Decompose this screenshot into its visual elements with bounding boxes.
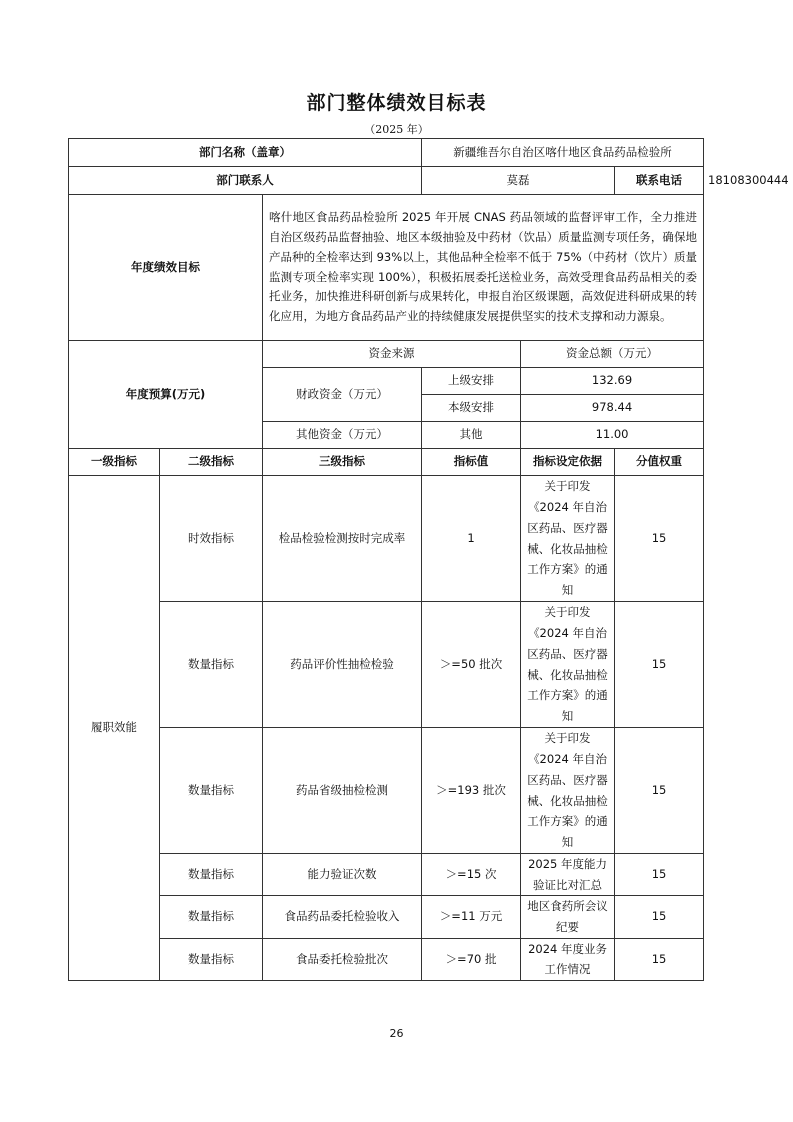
contact-label: 部门联系人	[69, 167, 422, 195]
header-level1: 一级指标	[69, 449, 160, 476]
upper-label: 上级安排	[422, 368, 521, 395]
level1-name: 履职效能	[69, 476, 160, 981]
row-value: ＞=70 批	[422, 938, 521, 980]
budget-source-header: 资金来源	[263, 341, 521, 368]
row-weight: 15	[615, 938, 704, 980]
row-level2: 数量指标	[160, 854, 263, 896]
row-level3: 药品评价性抽检检验	[263, 602, 422, 728]
row-weight: 15	[615, 728, 704, 854]
row-level3: 食品委托检验批次	[263, 938, 422, 980]
row-value: ＞=11 万元	[422, 896, 521, 938]
table-row	[69, 728, 704, 854]
budget-total-header: 资金总额（万元）	[521, 341, 704, 368]
header-basis: 指标设定依据	[521, 449, 615, 476]
dept-name-label: 部门名称（盖章）	[69, 139, 422, 167]
row-weight: 15	[615, 854, 704, 896]
fiscal-label: 财政资金（万元）	[263, 368, 422, 422]
row-basis: 关于印发《2024 年自治区药品、医疗器械、化妆品抽检工作方案》的通知	[521, 602, 615, 728]
row-weight: 15	[615, 896, 704, 938]
row-level3: 药品省级抽检检测	[263, 728, 422, 854]
row-basis: 地区食药所会议纪要	[521, 896, 615, 938]
row-level2: 数量指标	[160, 728, 263, 854]
header-value: 指标值	[422, 449, 521, 476]
local-label: 本级安排	[422, 395, 521, 422]
header-level2: 二级指标	[160, 449, 263, 476]
row-level3: 检品检验检测按时完成率	[263, 476, 422, 602]
indicator-header-row	[69, 449, 704, 476]
goal-text: 喀什地区食品药品检验所 2025 年开展 CNAS 药品领域的监督评审工作，全力推进自治区级药品监督抽验、地区本级抽验及中药材（饮品）质量监测专项任务，确保地产品种的全检率达到 93%以上，其他品种全检率不低于 75%（中药材（饮片）质量监测专项全检率实现 100%），积极拓展委托送检业务，高效受理食品药品相关的委托业务，加快推进科研创新与成果转化，申报自治区级课题，高效促进科研成果的转化应用，为地方食品药品产业的持续健康发展提供坚实的技术支撑和动力源泉。	[263, 195, 704, 341]
row-level3: 能力验证次数	[263, 854, 422, 896]
dept-name-row	[69, 139, 704, 167]
header-level3: 三级指标	[263, 449, 422, 476]
page-number: 26	[389, 1027, 404, 1040]
table-row	[69, 602, 704, 728]
row-level2: 数量指标	[160, 938, 263, 980]
row-level2: 时效指标	[160, 476, 263, 602]
table-row	[69, 476, 704, 602]
row-weight: 15	[615, 602, 704, 728]
header-weight: 分值权重	[615, 449, 704, 476]
contact-value: 莫磊	[422, 167, 615, 195]
other-sub-label: 其他	[422, 422, 521, 449]
row-weight: 15	[615, 476, 704, 602]
year-label: （2025 年）	[364, 123, 429, 136]
goal-label: 年度绩效目标	[69, 195, 263, 341]
row-value: ＞=50 批次	[422, 602, 521, 728]
table-row	[69, 854, 704, 896]
dept-name-value: 新疆维吾尔自治区喀什地区食品药品检验所	[422, 139, 704, 167]
budget-label: 年度预算(万元)	[69, 341, 263, 449]
row-basis: 2024 年度业务工作情况	[521, 938, 615, 980]
goal-row	[69, 195, 704, 341]
local-value: 978.44	[521, 395, 704, 422]
upper-value: 132.69	[521, 368, 704, 395]
row-value: ＞=15 次	[422, 854, 521, 896]
row-value: 1	[422, 476, 521, 602]
other-label: 其他资金（万元）	[263, 422, 422, 449]
row-basis: 2025 年度能力验证比对汇总	[521, 854, 615, 896]
table-row	[69, 896, 704, 938]
performance-table	[68, 138, 789, 981]
row-level2: 数量指标	[160, 602, 263, 728]
row-level2: 数量指标	[160, 896, 263, 938]
page-title: 部门整体绩效目标表	[306, 92, 487, 114]
row-basis: 关于印发《2024 年自治区药品、医疗器械、化妆品抽检工作方案》的通知	[521, 476, 615, 602]
other-value: 11.00	[521, 422, 704, 449]
dept-contact-row: 部门联系人 莫磊 联系电话 18108300444	[69, 167, 704, 195]
row-basis: 关于印发《2024 年自治区药品、医疗器械、化妆品抽检工作方案》的通知	[521, 728, 615, 854]
row-level3: 食品药品委托检验收入	[263, 896, 422, 938]
budget-header-row	[69, 341, 704, 368]
row-value: ＞=193 批次	[422, 728, 521, 854]
phone-label: 联系电话	[615, 167, 704, 195]
table-row	[69, 938, 704, 980]
